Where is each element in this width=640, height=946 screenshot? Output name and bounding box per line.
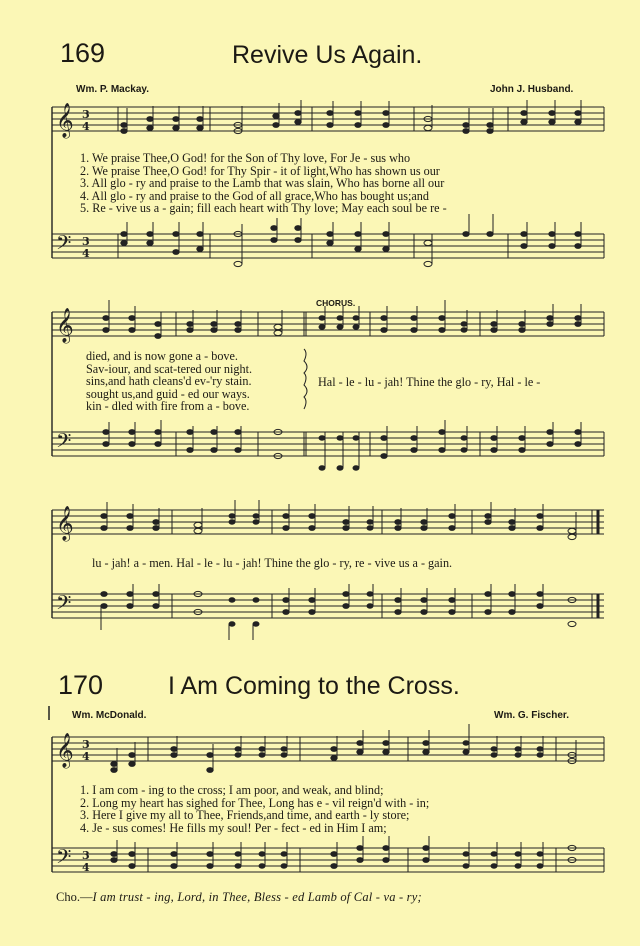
hymn-170-chorus xyxy=(56,890,422,905)
svg-text:4: 4 xyxy=(82,247,90,260)
verse-1: 1. I am com - ing to the cross; I am poor, and weak, and blind; xyxy=(80,783,384,797)
verse-1-cont: died, and is now gone a - bove. xyxy=(86,349,238,363)
hymn-170-composer: Wm. G. Fischer. xyxy=(494,710,570,721)
verse-2: 2. Long my heart has sighed for Thee, Long has e - vil reign'd with - in; xyxy=(80,795,430,810)
svg-text:𝄞: 𝄞 xyxy=(56,103,74,138)
chorus-text: I am trust - ing, Lord, in Thee, Bless - ed Lamb of Cal - va - ry; xyxy=(92,890,422,904)
chorus-line-2: lu - jah! a - men. Hal - le - lu - jah! Thine the glo - ry, re - vive us a - gain. xyxy=(92,556,453,570)
verse-4-cont: sought us,and guid - ed our ways. xyxy=(86,386,250,401)
hymn-170-author: Wm. McDonald. xyxy=(72,710,147,721)
svg-text:𝄞: 𝄞 xyxy=(56,308,74,343)
hymn-169-verses-line2 xyxy=(86,350,252,413)
hymn-170-verses xyxy=(80,784,429,834)
svg-text:3: 3 xyxy=(82,235,90,248)
svg-text:3: 3 xyxy=(82,738,90,751)
verse-1: 1. We praise Thee,O God! for the Son of Thy love, For Je - sus who xyxy=(80,151,411,165)
svg-text:3: 3 xyxy=(82,108,90,121)
hymn-170-title: I Am Coming to the Cross. xyxy=(168,672,460,700)
hymn-169-author: Wm. P. Mackay. xyxy=(76,84,149,95)
svg-text:4: 4 xyxy=(82,750,90,763)
verse-2: 2. We praise Thee,O God! for Thy Spir - it of light,Who has shown us our xyxy=(80,163,440,178)
hymn-169-verses-line1 xyxy=(80,152,447,215)
svg-text:𝄢: 𝄢 xyxy=(56,429,72,457)
verse-4: 4. All glo - ry and praise to the God of all grace,Who has bought us;and xyxy=(80,188,429,203)
hymn-169-number: 169 xyxy=(60,38,106,68)
svg-text:𝄞: 𝄞 xyxy=(56,733,74,768)
hymn-169-composer: John J. Husband. xyxy=(490,84,574,95)
hymn-170-number: 170 xyxy=(58,670,104,700)
verse-2-cont: Sav-iour, and scat-tered our night. xyxy=(86,361,253,376)
verse-5-cont: kin - dled with fire from a - bove. xyxy=(86,399,250,414)
verse-3: 3. Here I give my all to Thee, Friends,and time, and earth - ly store; xyxy=(80,808,410,823)
chorus-label: CHORUS. xyxy=(316,298,356,308)
svg-text:𝄢: 𝄢 xyxy=(56,591,72,619)
verse-3: 3. All glo - ry and praise to the Lamb that was slain, Who has borne all our xyxy=(80,176,445,191)
svg-text:4: 4 xyxy=(82,120,90,133)
svg-text:𝄢: 𝄢 xyxy=(56,845,72,873)
chorus-line-1: Hal - le - lu - jah! Thine the glo - ry, Hal - le - xyxy=(318,375,541,389)
svg-text:𝄢: 𝄢 xyxy=(56,231,72,259)
verse-3-cont: sins,and hath cleans'd ev-'ry stain. xyxy=(86,374,252,389)
chorus-prefix: Cho.— xyxy=(56,890,93,904)
svg-text:3: 3 xyxy=(82,849,90,862)
verse-4: 4. Je - sus comes! He fills my soul! Per - fect - ed in Him I am; xyxy=(80,820,387,835)
verse-5: 5. Re - vive us a - gain; fill each heart with Thy love; May each soul be re - xyxy=(80,201,447,216)
svg-text:4: 4 xyxy=(82,861,90,874)
hymn-169-title: Revive Us Again. xyxy=(232,41,423,69)
svg-text:𝄞: 𝄞 xyxy=(56,506,74,541)
